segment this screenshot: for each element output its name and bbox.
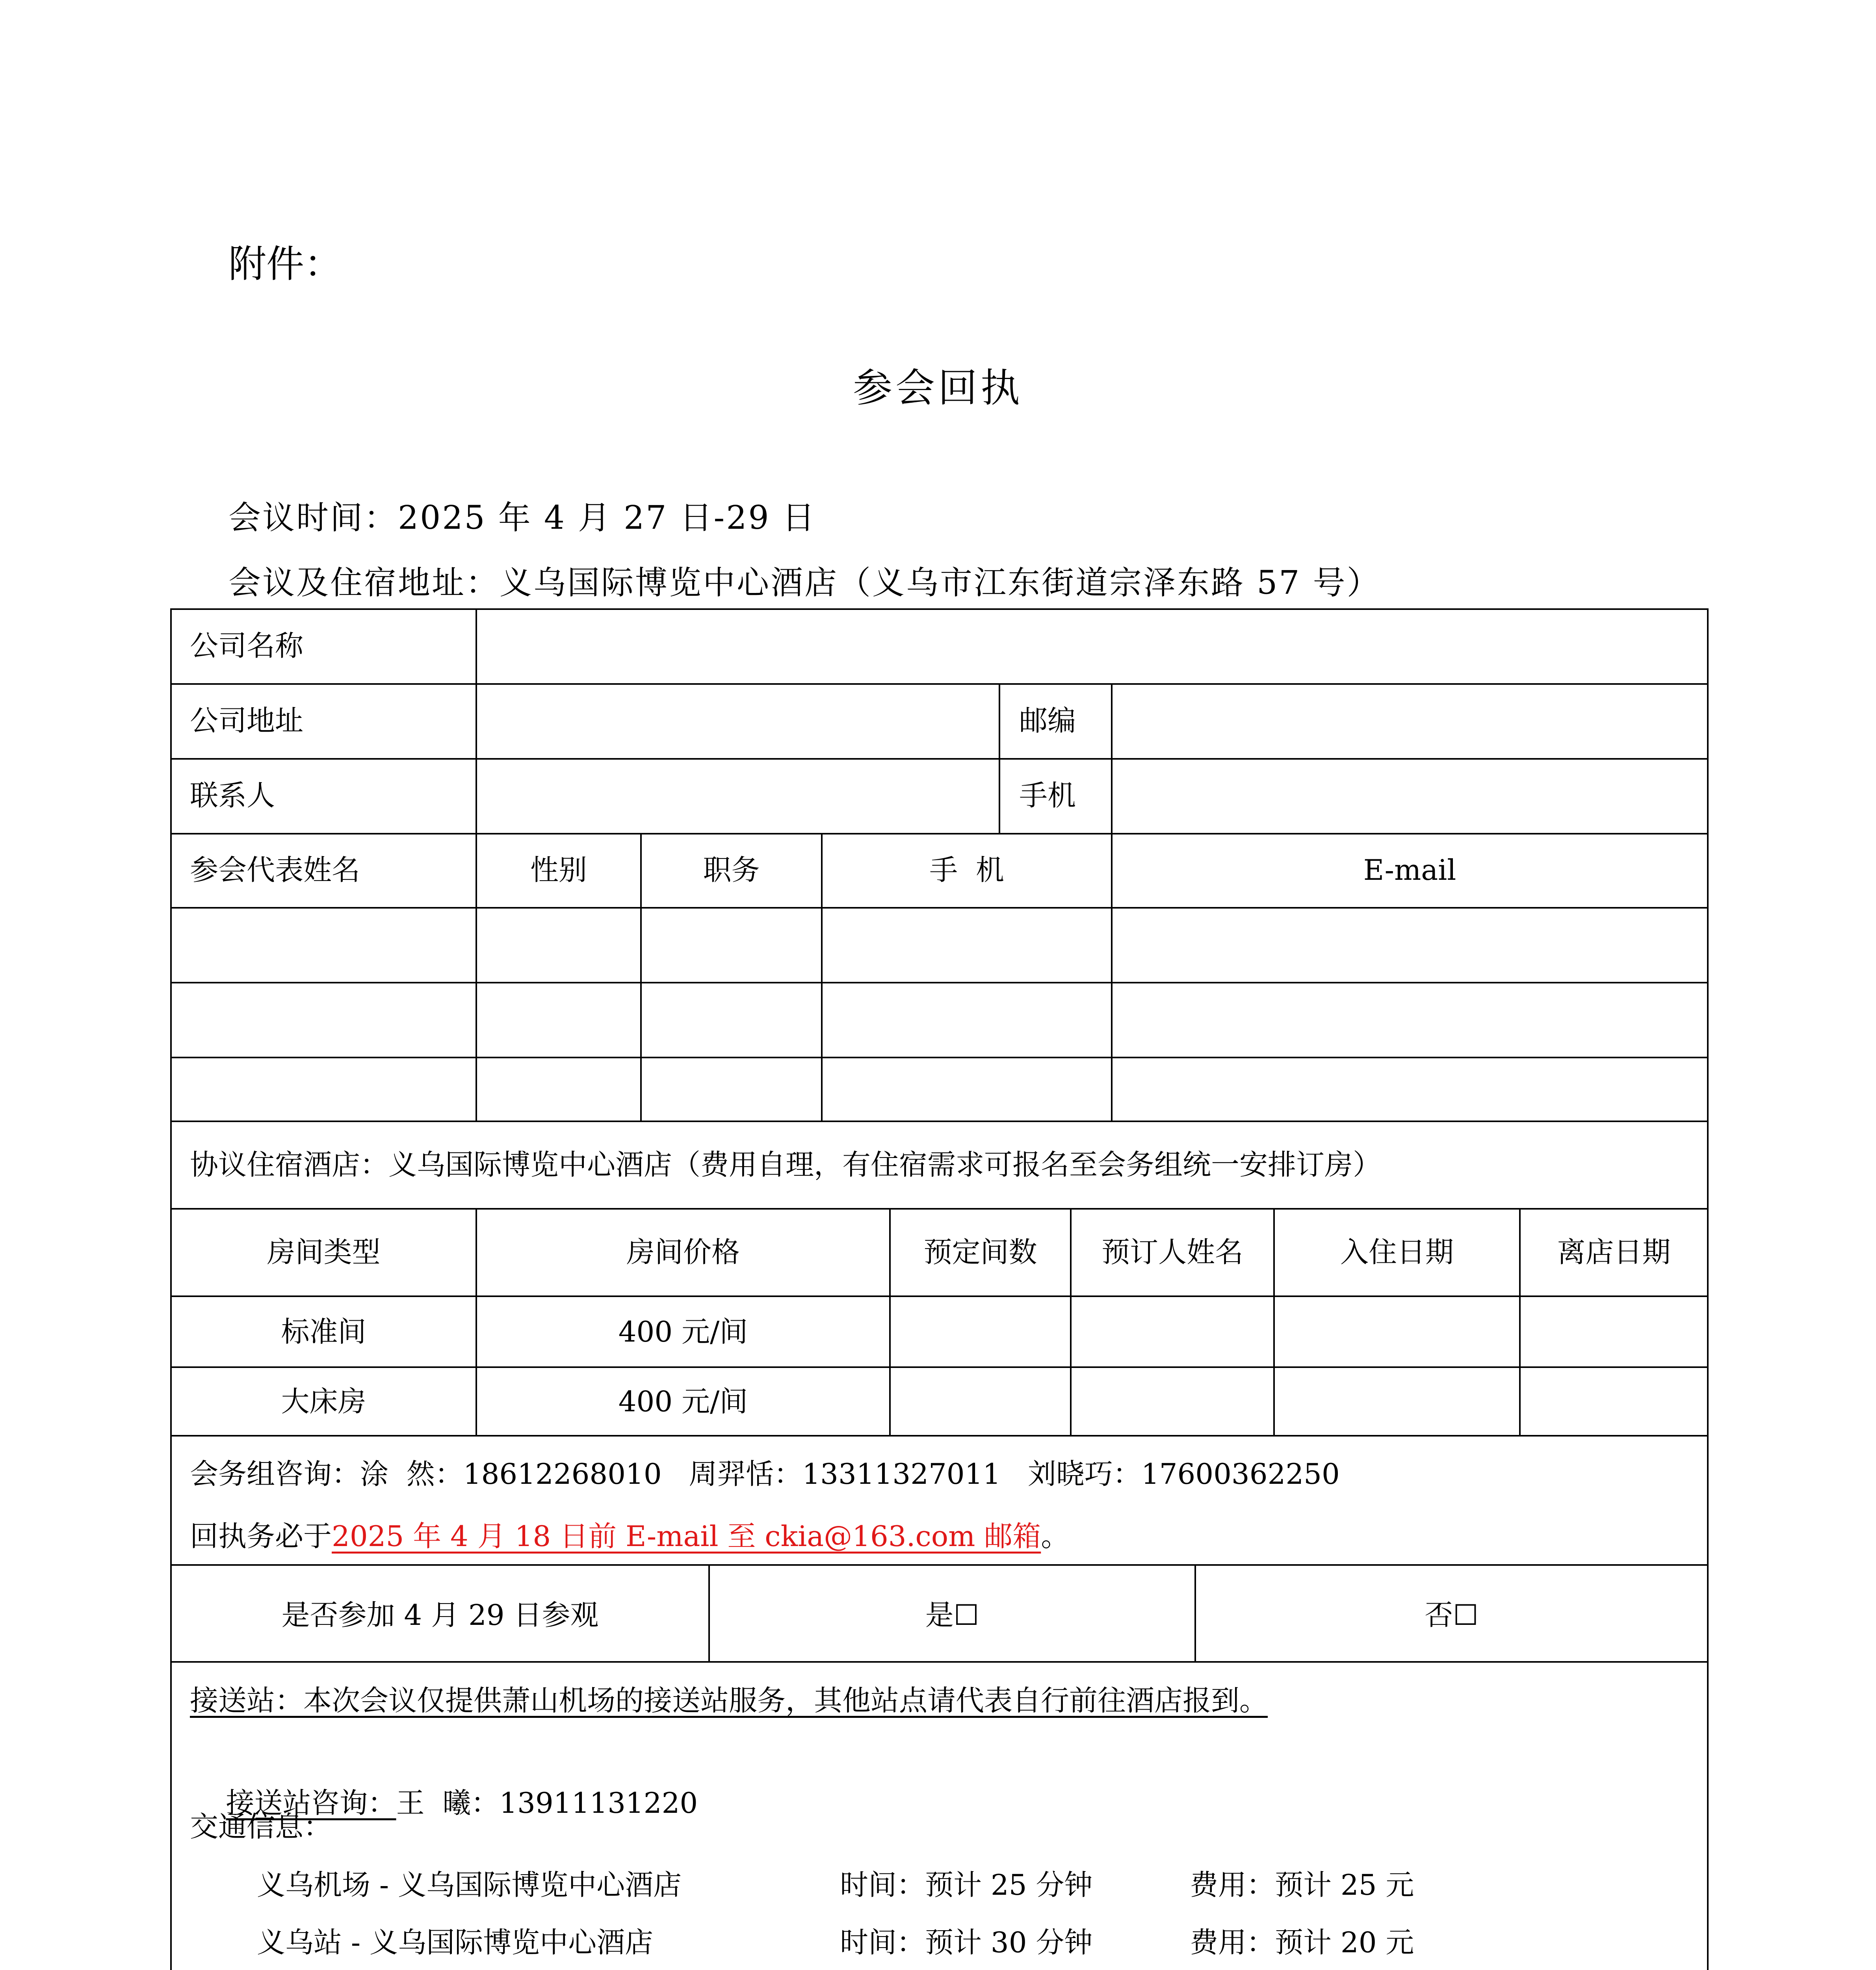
route-name: 义乌机场 - 义乌国际博览中心酒店 (257, 1868, 682, 1901)
grid-line (170, 907, 1709, 909)
email-header: E-mail (1363, 853, 1456, 886)
delegate-mobile-header: 手 机 (929, 853, 1004, 886)
grid-line (170, 1295, 1709, 1297)
transfer-consult-label: 接送站咨询： (226, 1786, 396, 1819)
delegate-row-2-mobile[interactable] (832, 998, 1104, 1038)
reply-deadline (190, 1517, 1069, 1556)
room-price-header: 房间价格 (626, 1236, 740, 1269)
postcode-field[interactable] (1120, 701, 1699, 740)
room-count-field[interactable] (899, 1382, 1061, 1421)
position-header: 职务 (703, 853, 760, 886)
room-type-header: 房间类型 (267, 1236, 381, 1269)
checkout-date-field[interactable] (1529, 1382, 1699, 1421)
gender-header: 性别 (530, 853, 587, 886)
transfer-service-note: 接送站：本次会议仅提供萧山机场的接送站服务，其他站点请代表自行前往酒店报到。 (190, 1684, 1268, 1717)
document-title: 参会回执 (853, 365, 1023, 411)
visit-no-checkbox[interactable]: 否☐ (1425, 1598, 1479, 1632)
delegate-row-3-name[interactable] (182, 1069, 466, 1109)
room-type: 大床房 (281, 1385, 366, 1418)
mobile-label: 手机 (1019, 779, 1076, 812)
booker-name-header: 预订人姓名 (1101, 1236, 1243, 1269)
delegate-row-1-mobile[interactable] (832, 924, 1104, 963)
grid-line (170, 1564, 1709, 1566)
checkout-date-header: 离店日期 (1557, 1236, 1671, 1269)
room-count-header: 预定间数 (923, 1236, 1037, 1269)
meeting-time: 会议时间：2025 年 4 月 27 日-29 日 (228, 499, 816, 537)
room-price: 400 元/间 (618, 1385, 748, 1418)
registration-form (170, 608, 1709, 1970)
route-time: 时间：预计 30 分钟 (840, 1926, 1093, 1959)
delegate-row-1-position[interactable] (651, 924, 812, 963)
checkout-date-field[interactable] (1529, 1312, 1699, 1351)
booker-name-field[interactable] (1080, 1312, 1265, 1351)
delegate-row-3-position[interactable] (651, 1069, 812, 1109)
delegate-row-2-position[interactable] (651, 998, 812, 1038)
grid-line (170, 608, 1709, 610)
grid-line (1707, 608, 1709, 1970)
grid-line (170, 1121, 1709, 1122)
transfer-consult-value: 王 曦：13911131220 (396, 1786, 698, 1819)
mobile-field[interactable] (1120, 776, 1699, 815)
grid-line (170, 1208, 1709, 1210)
booker-name-field[interactable] (1080, 1382, 1265, 1421)
deadline-email-link[interactable]: 2025 年 4 月 18 日前 E-mail 至 ckia@163.com 邮箱 (332, 1520, 1041, 1553)
visit-question: 是否参加 4 月 29 日参观 (281, 1598, 599, 1632)
company-name-field[interactable] (485, 626, 1699, 665)
company-address-field[interactable] (485, 701, 990, 740)
delegate-row-2-gender[interactable] (485, 998, 631, 1038)
grid-line (999, 683, 1000, 833)
deadline-suffix: 。 (1041, 1520, 1070, 1553)
grid-line (1111, 683, 1113, 833)
grid-line (170, 1366, 1709, 1368)
company-name-label: 公司名称 (190, 629, 304, 662)
delegate-row-1-email[interactable] (1124, 924, 1699, 963)
organizer-contacts: 会务组咨询：涂 然：18612268010 周羿恬：13311327011 刘晓巧：17600362250 (190, 1457, 1340, 1491)
contact-person-field[interactable] (485, 776, 990, 815)
route-name: 义乌站 - 义乌国际博览中心酒店 (257, 1926, 654, 1959)
room-count-field[interactable] (899, 1312, 1061, 1351)
delegate-row-2-name[interactable] (182, 998, 466, 1038)
hotel-note: 协议住宿酒店：义乌国际博览中心酒店（费用自理，有住宿需求可报名至会务组统一安排订房） (190, 1148, 1382, 1181)
contact-person-label: 联系人 (190, 779, 275, 812)
delegate-row-3-mobile[interactable] (832, 1069, 1104, 1109)
route-cost: 费用：预计 25 元 (1190, 1868, 1414, 1901)
visit-yes-checkbox[interactable]: 是☐ (925, 1598, 979, 1632)
route-time: 时间：预计 25 分钟 (840, 1868, 1093, 1901)
grid-line (170, 982, 1709, 983)
grid-line (170, 608, 172, 1970)
grid-line (170, 1057, 1709, 1058)
delegate-row-1-gender[interactable] (485, 924, 631, 963)
grid-line (170, 683, 1709, 685)
deadline-prefix: 回执务必于 (190, 1520, 332, 1553)
traffic-info-title: 交通信息： (190, 1810, 332, 1843)
grid-line (170, 1661, 1709, 1663)
room-type: 标准间 (281, 1315, 366, 1348)
grid-line (170, 758, 1709, 760)
checkin-date-header: 入住日期 (1340, 1236, 1454, 1269)
checkin-date-field[interactable] (1285, 1312, 1510, 1351)
company-address-label: 公司地址 (190, 704, 304, 737)
attachment-label: 附件： (228, 242, 342, 286)
delegate-row-3-email[interactable] (1124, 1069, 1699, 1109)
grid-line (170, 1435, 1709, 1437)
checkin-date-field[interactable] (1285, 1382, 1510, 1421)
meeting-address: 会议及住宿地址：义乌国际博览中心酒店（义乌市江东街道宗泽东路 57 号） (228, 564, 1381, 602)
room-price: 400 元/间 (618, 1315, 748, 1348)
grid-line (170, 833, 1709, 834)
delegate-name-header: 参会代表姓名 (190, 853, 360, 886)
postcode-label: 邮编 (1019, 704, 1076, 737)
delegate-row-3-gender[interactable] (485, 1069, 631, 1109)
route-cost: 费用：预计 20 元 (1190, 1926, 1414, 1959)
delegate-row-2-email[interactable] (1124, 998, 1699, 1038)
delegate-row-1-name[interactable] (182, 924, 466, 963)
